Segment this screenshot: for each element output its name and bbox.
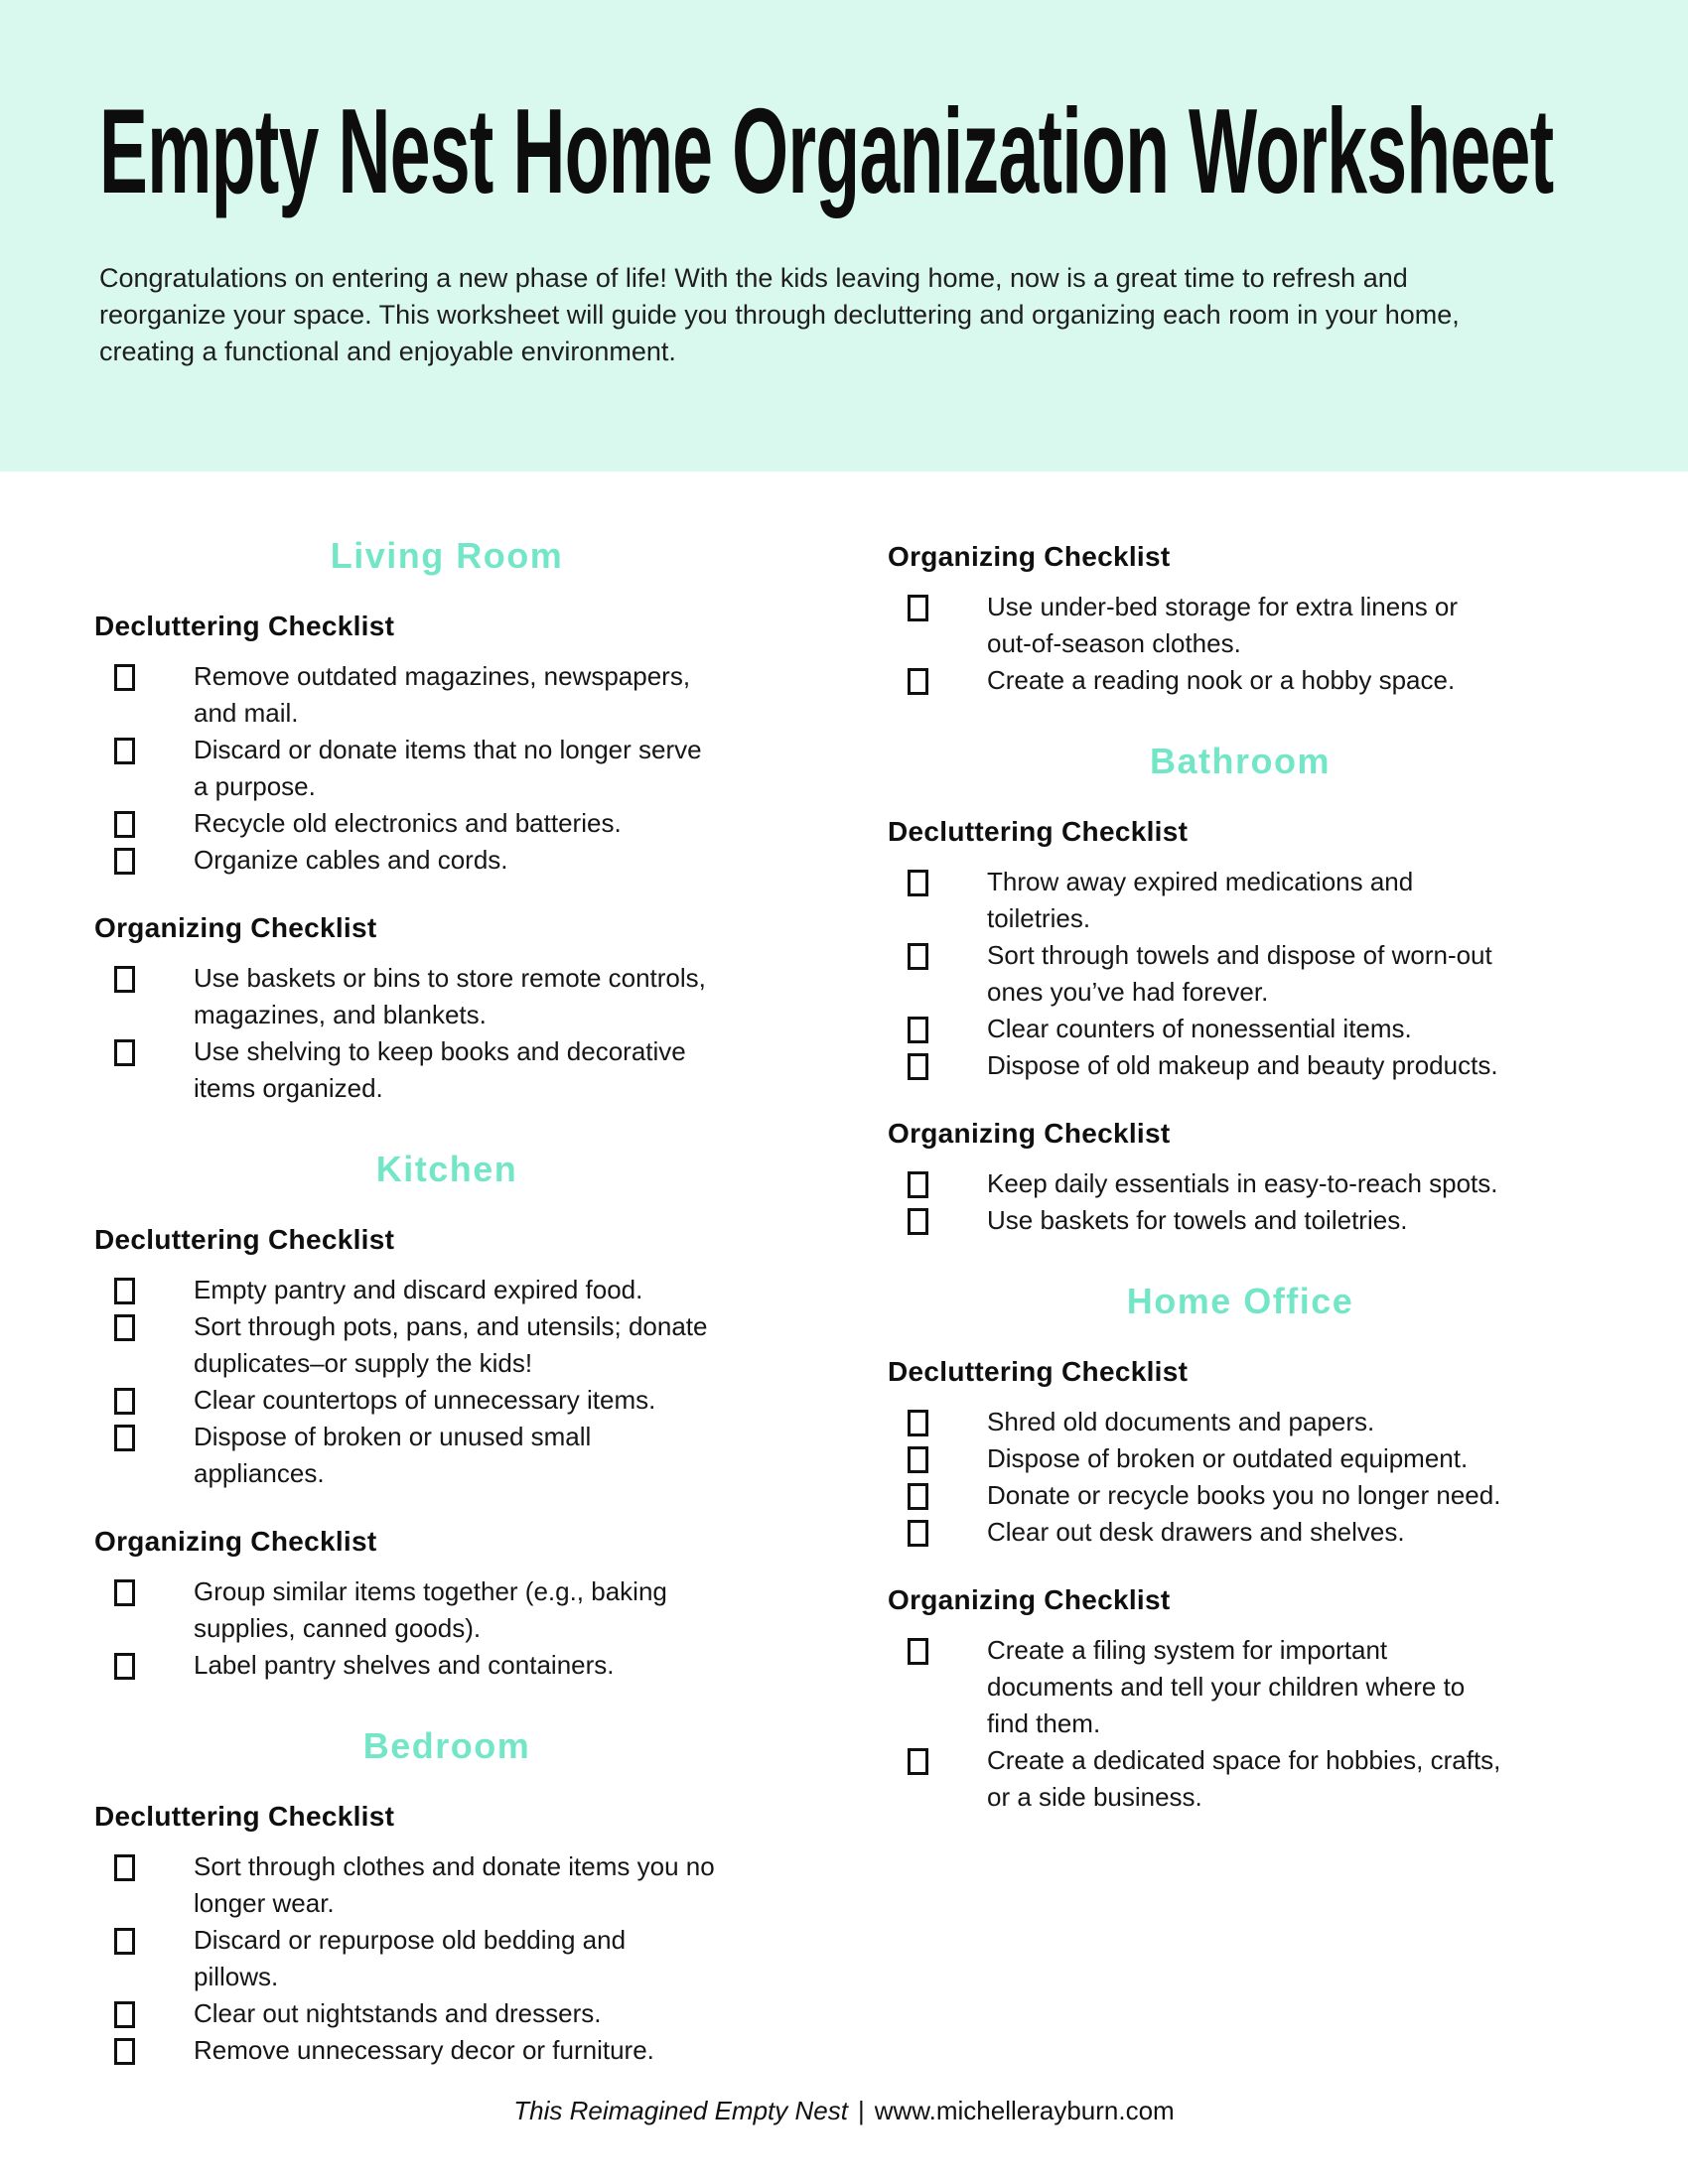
checklist-item-text: Create a filing system for important documents and tell your children where to find them. [987, 1635, 1466, 1738]
checklist-item [888, 662, 1508, 699]
checklist-item-text: Use baskets or bins to store remote controls, magazines, and blankets. [194, 963, 706, 1029]
checklist-item [888, 589, 1508, 662]
footer [0, 2096, 1688, 2126]
checklist-item-text: Clear countertops of unnecessary items. [194, 1385, 656, 1415]
checklist-item-text: Sort through towels and dispose of worn-out ones you’ve had forever. [987, 940, 1492, 1007]
checklist-item [94, 960, 715, 1033]
checklist-item [888, 1047, 1508, 1084]
room-heading-kitchen: Kitchen [375, 1149, 518, 1189]
checklist-item-text: Use baskets for towels and toiletries. [987, 1205, 1408, 1235]
checklist-item-text: Label pantry shelves and containers. [194, 1650, 615, 1680]
footer-url: www.michellerayburn.com [874, 2096, 1175, 2125]
checklist-item-text: Keep daily essentials in easy-to-reach spots. [987, 1168, 1498, 1198]
empty-checkbox-icon[interactable] [114, 1278, 135, 1304]
checklist-item-text: Clear out desk drawers and shelves. [987, 1517, 1405, 1547]
empty-checkbox-icon[interactable] [114, 1425, 135, 1451]
empty-checkbox-icon[interactable] [908, 870, 928, 896]
empty-checkbox-icon[interactable] [114, 848, 135, 875]
empty-checkbox-icon[interactable] [114, 1579, 135, 1606]
room-heading-home-office: Home Office [1126, 1281, 1354, 1321]
empty-checkbox-icon[interactable] [114, 1039, 135, 1066]
checklist-item-text: Create a dedicated space for hobbies, crafts, or a side business. [987, 1745, 1501, 1812]
checklist-item [94, 1308, 715, 1382]
checklist-item [888, 1514, 1508, 1551]
empty-checkbox-icon[interactable] [114, 1314, 135, 1341]
empty-checkbox-icon[interactable] [908, 1446, 928, 1473]
empty-checkbox-icon[interactable] [908, 1483, 928, 1510]
empty-checkbox-icon[interactable] [908, 1748, 928, 1775]
checklist-item-text: Sort through pots, pans, and utensils; donate duplicates–or supply the kids! [194, 1311, 708, 1378]
empty-checkbox-icon[interactable] [908, 1638, 928, 1665]
checklist-item [888, 1011, 1508, 1047]
checklist-item-text: Organize cables and cords. [194, 845, 508, 875]
checklist-item [94, 1419, 715, 1492]
footer-brand: This Reimagined Empty Nest [513, 2096, 848, 2125]
checklist-item [94, 1573, 715, 1647]
footer-separator: | [857, 2096, 865, 2125]
empty-checkbox-icon[interactable] [114, 1854, 135, 1881]
empty-checkbox-icon[interactable] [908, 1410, 928, 1436]
checklist-item-text: Dispose of old makeup and beauty products. [987, 1050, 1498, 1080]
checklist-item [888, 1165, 1508, 1202]
checklist-item [94, 1272, 715, 1308]
checklist-item [94, 805, 715, 842]
checklist-item-text: Dispose of broken or unused small appliances. [194, 1422, 592, 1488]
checklist-item-text: Recycle old electronics and batteries. [194, 808, 622, 838]
decluttering-checklist-heading: Decluttering Checklist [888, 816, 1189, 847]
empty-checkbox-icon[interactable] [114, 1388, 135, 1415]
empty-checkbox-icon[interactable] [908, 595, 928, 621]
checklist-item [888, 937, 1508, 1011]
empty-checkbox-icon[interactable] [114, 1928, 135, 1955]
decluttering-checklist-heading: Decluttering Checklist [94, 611, 395, 641]
checklist-item [94, 1848, 715, 1922]
empty-checkbox-icon[interactable] [908, 943, 928, 970]
checklist-item [888, 864, 1508, 937]
checklist-item [94, 1922, 715, 1995]
checklist-item [94, 2032, 715, 2069]
empty-checkbox-icon[interactable] [908, 1017, 928, 1043]
empty-checkbox-icon[interactable] [114, 2001, 135, 2028]
checklist-item-text: Use under-bed storage for extra linens or out-of-season clothes. [987, 592, 1459, 658]
checklist-item-text: Dispose of broken or outdated equipment. [987, 1443, 1469, 1473]
column-right [888, 529, 1593, 2069]
empty-checkbox-icon[interactable] [908, 1053, 928, 1080]
room-heading-living-room: Living Room [330, 535, 564, 576]
room-heading-bedroom: Bedroom [362, 1725, 531, 1766]
checklist-item-text: Clear counters of nonessential items. [987, 1014, 1412, 1043]
organizing-checklist-heading: Organizing Checklist [94, 1526, 377, 1557]
checklist-item-text: Use shelving to keep books and decorative items organized. [194, 1036, 686, 1103]
checklist-item [94, 1382, 715, 1419]
checklist-item-text: Clear out nightstands and dressers. [194, 1998, 602, 2028]
checklist-item-text: Group similar items together (e.g., baking supplies, canned goods). [194, 1576, 667, 1643]
checklist-item-text: Shred old documents and papers. [987, 1407, 1375, 1436]
checklist-item-text: Empty pantry and discard expired food. [194, 1275, 643, 1304]
decluttering-checklist-heading: Decluttering Checklist [94, 1801, 395, 1832]
checklist-item [888, 1477, 1508, 1514]
checklist-item [94, 658, 715, 732]
organizing-checklist-heading: Organizing Checklist [888, 541, 1171, 572]
checklist-item [94, 1995, 715, 2032]
checklist-item [888, 1632, 1508, 1742]
checklist-item-text: Discard or donate items that no longer serve a purpose. [194, 735, 702, 801]
checklist-item [94, 1647, 715, 1684]
checklist-item [888, 1404, 1508, 1440]
checklist-item-text: Remove unnecessary decor or furniture. [194, 2035, 654, 2065]
checklist-item-text: Create a reading nook or a hobby space. [987, 665, 1456, 695]
empty-checkbox-icon[interactable] [908, 1520, 928, 1547]
page-title [99, 83, 1589, 218]
empty-checkbox-icon[interactable] [908, 1171, 928, 1198]
empty-checkbox-icon[interactable] [114, 2038, 135, 2065]
empty-checkbox-icon[interactable] [908, 668, 928, 695]
empty-checkbox-icon[interactable] [114, 738, 135, 764]
empty-checkbox-icon[interactable] [908, 1208, 928, 1235]
checklist-item [94, 732, 715, 805]
room-heading-bathroom: Bathroom [1150, 741, 1331, 781]
checklist-item [888, 1202, 1508, 1239]
checklist-item-text: Discard or repurpose old bedding and pillows. [194, 1925, 627, 1991]
intro-text: Congratulations on entering a new phase of life! With the kids leaving home, now is a great time to refresh and reorganize your space. This worksheet will guide you through decluttering and organizing each room in your home, creating a functional and enjoyable environment. [99, 263, 1460, 367]
empty-checkbox-icon[interactable] [114, 811, 135, 838]
empty-checkbox-icon[interactable] [114, 1653, 135, 1680]
organizing-checklist-heading: Organizing Checklist [94, 912, 377, 943]
checklist-item [888, 1440, 1508, 1477]
organizing-checklist-heading: Organizing Checklist [888, 1118, 1171, 1149]
checklist-item-text: Donate or recycle books you no longer need. [987, 1480, 1501, 1510]
checklist-item-text: Throw away expired medications and toiletries. [987, 867, 1414, 933]
checklist-item-text: Remove outdated magazines, newspapers, and mail. [194, 661, 691, 728]
empty-checkbox-icon[interactable] [114, 966, 135, 993]
page-title-text: Empty Nest Home Organization Worksheet [99, 83, 1554, 218]
organizing-checklist-heading: Organizing Checklist [888, 1584, 1171, 1615]
decluttering-checklist-heading: Decluttering Checklist [94, 1224, 395, 1255]
empty-checkbox-icon[interactable] [114, 664, 135, 691]
checklist-item [94, 1033, 715, 1107]
decluttering-checklist-heading: Decluttering Checklist [888, 1356, 1189, 1387]
checklist-item [888, 1742, 1508, 1816]
column-left [94, 529, 799, 2069]
content [0, 529, 1688, 2069]
header-band [0, 0, 1688, 472]
checklist-item-text: Sort through clothes and donate items you no longer wear. [194, 1851, 715, 1918]
checklist-item [94, 842, 715, 879]
